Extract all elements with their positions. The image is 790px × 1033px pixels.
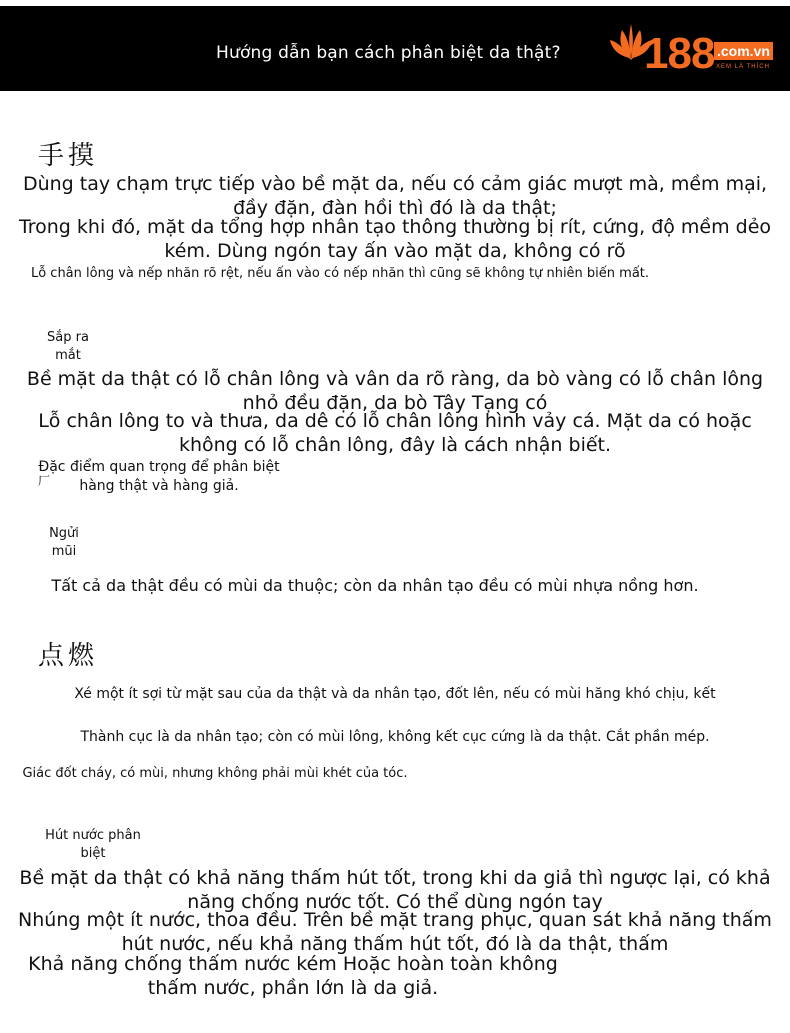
- touch-paragraph-3: Lỗ chân lông và nếp nhăn rõ rệt, nếu ấn vào có nếp nhăn thì cũng sẽ không tự nhiên biến mất.: [30, 266, 650, 281]
- look-paragraph-3: Đặc điểm quan trọng để phân biệt hàng thật và hàng giả.: [38, 459, 280, 494]
- brand-logo[interactable]: [606, 16, 786, 88]
- water-paragraph-1: Bề mặt da thật có khả năng thấm hút tốt, trong khi da giả thì ngược lại, có khả năng chống nước tốt. Có thể dùng ngón tay: [19, 867, 771, 913]
- logo-domain: .com.vn: [714, 42, 773, 60]
- burn-paragraph-1: Xé một ít sợi từ mặt sau của da thật và da nhân tạo, đốt lên, nếu có mùi hăng khó chịu, kết: [74, 686, 716, 702]
- logo-number: 188: [644, 29, 715, 78]
- touch-paragraph-1: Dùng tay chạm trực tiếp vào bề mặt da, nếu có cảm giác mượt mà, mềm mại, đầy đặn, đàn hồi thì đó là da thật;: [22, 173, 768, 219]
- look-paragraph-1: Bề mặt da thật có lỗ chân lông và vân da rõ ràng, da bò vàng có lỗ chân lông nhỏ đều đặn, da bò Tây Tạng có: [26, 368, 764, 414]
- burn-paragraph-2: Thành cục là da nhân tạo; còn có mùi lông, không kết cục cứng là da thật. Cắt phần mép.: [80, 729, 710, 745]
- section-heading-water: Hút nước phân biệt: [45, 828, 141, 861]
- water-paragraph-3: Khả năng chống thấm nước kém Hoặc hoàn toàn không thấm nước, phần lớn là da giả.: [28, 953, 558, 999]
- section-heading-touch: 手摸: [38, 141, 99, 171]
- smell-paragraph-1: Tất cả da thật đều có mùi da thuộc; còn da nhân tạo đều có mùi nhựa nồng hơn.: [51, 576, 699, 595]
- water-paragraph-2: Nhúng một ít nước, thoa đều. Trên bề mặt trang phục, quan sát khả năng thấm hút nước, nếu khả năng thấm hút tốt, đó là da thật, thấm: [18, 909, 772, 955]
- look-paragraph-2: Lỗ chân lông to và thưa, da dê có lỗ chân lông hình vảy cá. Mặt da có hoặc không có lỗ chân lông, đây là cách nhận biết.: [38, 410, 752, 456]
- section-heading-burn: 点燃: [38, 641, 99, 671]
- header-bar: [0, 6, 790, 91]
- logo-tagline: XEM LÀ THÍCH: [716, 64, 770, 70]
- page-title: Hướng dẫn bạn cách phân biệt da thật?: [216, 43, 561, 63]
- section-heading-look: Sắp ra mắt: [47, 330, 89, 364]
- section-heading-smell: Ngửi mũi: [49, 526, 79, 560]
- burn-paragraph-3: Giác đốt cháy, có mùi, nhưng không phải mùi khét của tóc.: [22, 766, 408, 781]
- stray-glyph: 厂: [38, 474, 51, 488]
- touch-paragraph-2: Trong khi đó, mặt da tổng hợp nhân tạo thông thường bị rít, cứng, độ mềm dẻo kém. Dùng ngón tay ấn vào mặt da, không có rõ: [18, 216, 772, 262]
